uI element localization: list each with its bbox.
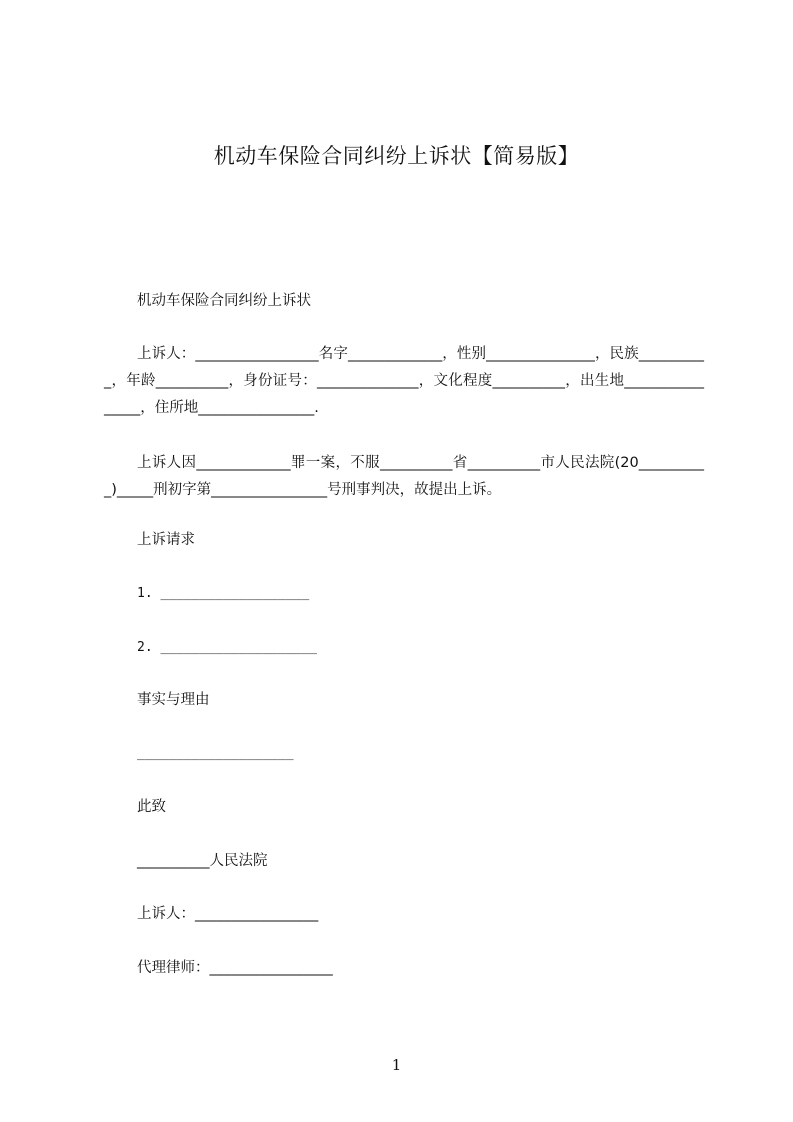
facts-heading: 事实与理由 xyxy=(137,692,210,708)
appeal-request-item-2: 2. ____________________ xyxy=(137,640,318,655)
appellant-signature-line: 上诉人：_________________ xyxy=(137,906,319,922)
closing-salutation: 此致 xyxy=(137,799,166,815)
facts-blank-line: ____________________ xyxy=(137,746,294,761)
appeal-request-item-1: 1. ___________________ xyxy=(137,586,310,601)
lawyer-signature-line: 代理律师：_________________ xyxy=(137,960,333,976)
page-number: 1 xyxy=(391,1056,402,1074)
case-paragraph: 上诉人因_____________罪一案，不服__________省__________市人民法院(20__________)_____刑初字第________________号刑事判决，故提出上诉。 xyxy=(104,455,704,498)
appellant-info-paragraph: 上诉人：_________________名字_____________，性别_______________，民族__________，年龄__________，身份证号：______________，文化程度__________，出生地________________，住所地________________. xyxy=(104,346,704,416)
appeal-requests-heading: 上诉请求 xyxy=(137,532,195,548)
court-line: __________人民法院 xyxy=(137,853,268,869)
document-heading: 机动车保险合同纠纷上诉状 xyxy=(137,293,311,309)
document-title: 机动车保险合同纠纷上诉状【简易版】 xyxy=(213,144,580,168)
